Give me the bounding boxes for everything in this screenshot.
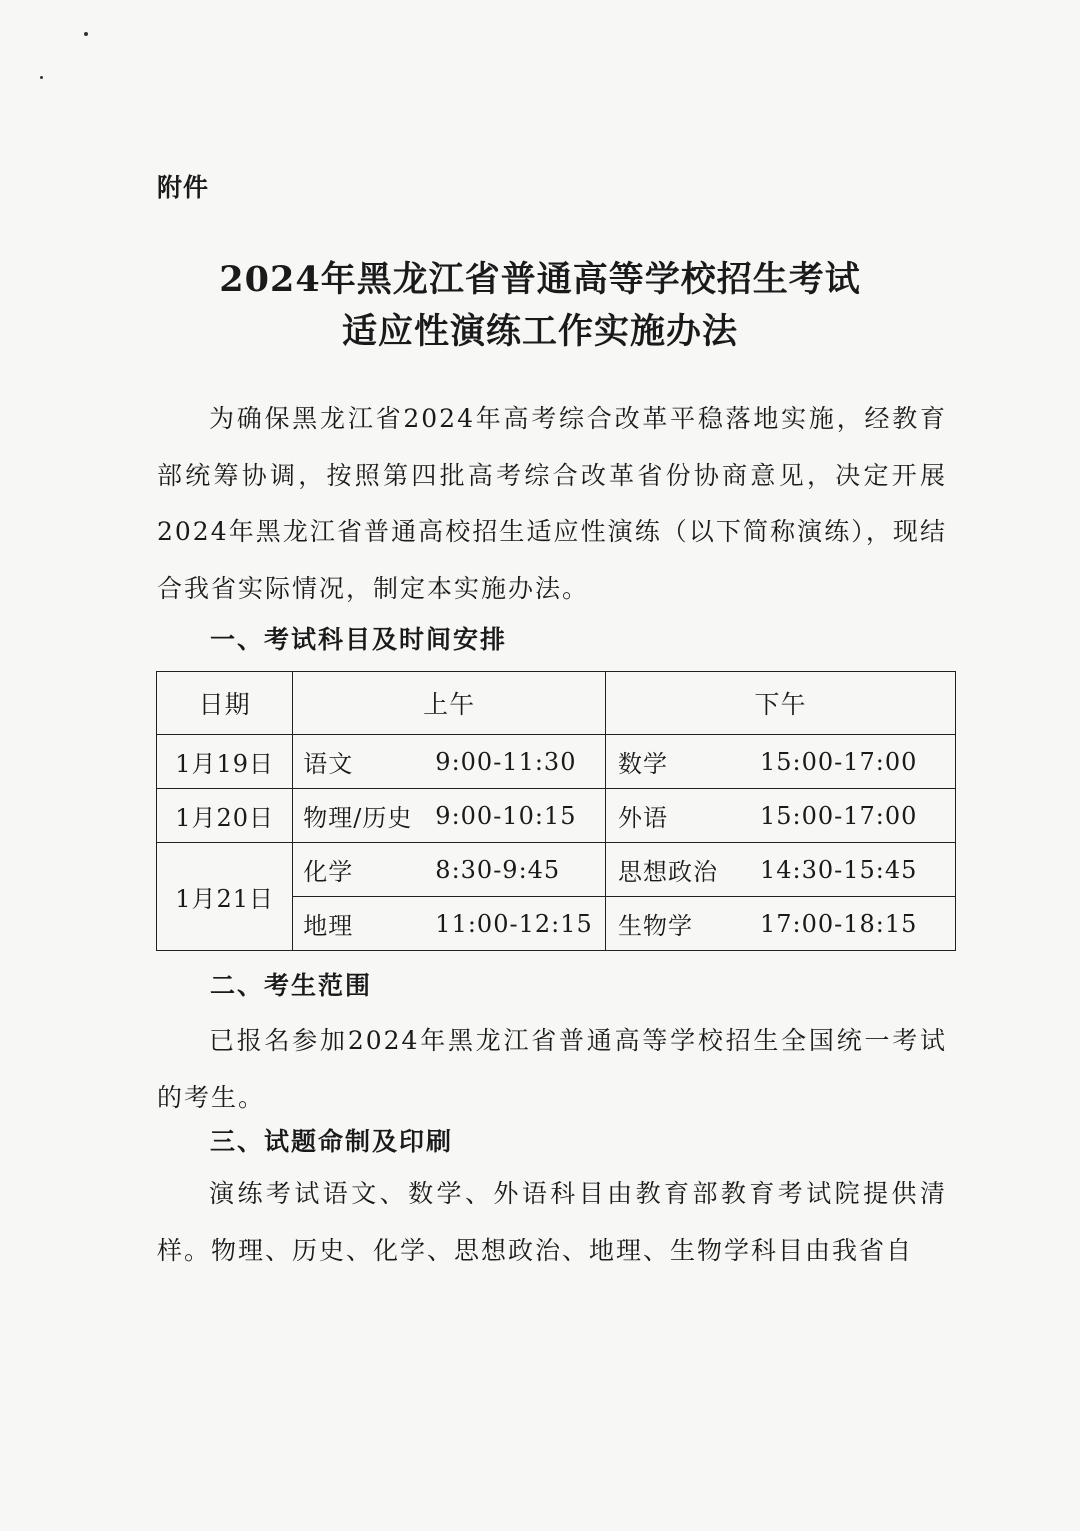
afternoon-cell [605, 843, 955, 897]
exam-time: 9:00-10:15 [435, 801, 577, 830]
document-title-line-1: 2024年黑龙江省普通高等学校招生考试 [219, 259, 861, 300]
table-row [157, 843, 956, 897]
subject: 数学 [617, 750, 668, 778]
morning-cell [293, 789, 606, 843]
exam-papers-paragraph: 演练考试语文、数学、外语科目由教育部教育考试院提供清样。物理、历史、化学、思想政治、地理、生物学科目由我省自 [157, 1179, 947, 1265]
header-afternoon: 下午 [605, 672, 955, 735]
document-title-line-2: 适应性演练工作实施办法 [341, 311, 738, 352]
afternoon-cell [605, 735, 955, 789]
table-header-row [157, 672, 956, 735]
subject: 化学 [303, 858, 354, 886]
subject: 语文 [303, 750, 354, 778]
table-row [157, 789, 956, 843]
subject: 地理 [303, 912, 354, 940]
section-heading-exam-papers: 三、试题命制及印刷 [210, 1127, 454, 1156]
scan-speck [84, 32, 88, 36]
exam-time: 15:00-17:00 [759, 801, 918, 830]
afternoon-cell [605, 789, 955, 843]
exam-time: 17:00-18:15 [759, 909, 918, 938]
date-cell: 1月21日 [157, 843, 293, 951]
candidates-paragraph: 已报名参加2024年黑龙江省普通高等学校招生全国统一考试的考生。 [157, 1026, 947, 1112]
exam-schedule-table [156, 671, 956, 951]
header-date: 日期 [157, 672, 293, 735]
subject: 生物学 [617, 912, 693, 940]
header-morning: 上午 [293, 672, 606, 735]
exam-time: 14:30-15:45 [759, 855, 918, 884]
scan-speck [40, 76, 43, 79]
date-cell: 1月19日 [157, 735, 293, 789]
date-cell: 1月20日 [157, 789, 293, 843]
morning-cell [293, 843, 606, 897]
subject: 思想政治 [617, 858, 718, 886]
intro-paragraph: 为确保黑龙江省2024年高考综合改革平稳落地实施，经教育部统筹协调，按照第四批高考综合改革省份协商意见，决定开展2024年黑龙江省普通高校招生适应性演练（以下简称演练），现结合我省实际情况，制定本实施办法。 [157, 404, 947, 603]
section-heading-schedule: 一、考试科目及时间安排 [210, 625, 508, 654]
section-heading-candidates: 二、考生范围 [210, 971, 373, 1000]
table-row [157, 735, 956, 789]
morning-cell [293, 897, 606, 951]
subject: 外语 [617, 804, 668, 832]
morning-cell [293, 735, 606, 789]
exam-time: 15:00-17:00 [759, 747, 918, 776]
exam-time: 9:00-11:30 [435, 747, 577, 776]
exam-time: 8:30-9:45 [435, 855, 561, 884]
exam-time: 11:00-12:15 [435, 909, 593, 938]
subject: 物理/历史 [303, 804, 413, 832]
attachment-label: 附件 [157, 173, 210, 202]
afternoon-cell [605, 897, 955, 951]
